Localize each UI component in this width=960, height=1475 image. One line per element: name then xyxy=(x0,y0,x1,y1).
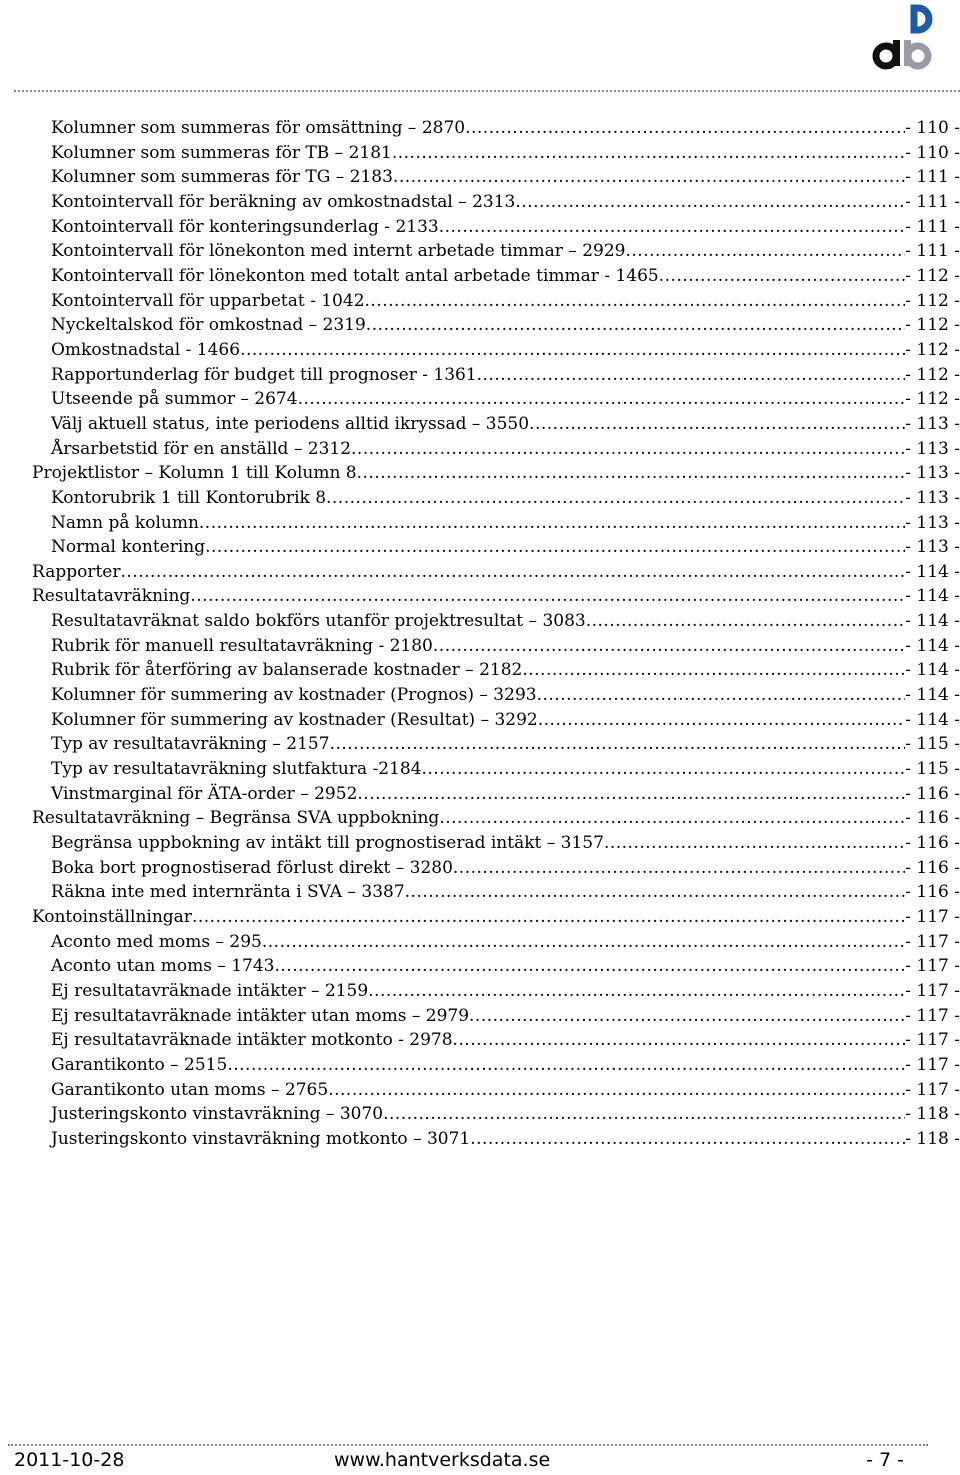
toc-entry-page: - 112 - xyxy=(905,339,960,360)
toc-entry-page: - 116 - xyxy=(905,857,960,878)
toc-leader-dots xyxy=(383,1102,905,1127)
toc-entry[interactable] xyxy=(32,190,960,215)
toc-entry[interactable] xyxy=(32,264,960,289)
footer-page-number: - 7 - xyxy=(866,1449,904,1471)
toc-leader-dots xyxy=(439,215,906,240)
toc-leader-dots xyxy=(190,584,905,609)
toc-entry-page: - 112 - xyxy=(905,389,960,410)
toc-leader-dots xyxy=(477,363,906,388)
toc-entry-page: - 116 - xyxy=(905,783,960,804)
toc-entry-title: Justeringskonto vinstavräkning motkonto – 3071 xyxy=(51,1128,471,1149)
toc-entry-title: Omkostnadstal - 1466 xyxy=(51,339,241,360)
toc-leader-dots xyxy=(120,560,905,585)
toc-entry[interactable] xyxy=(32,1028,960,1053)
toc-entry[interactable] xyxy=(32,289,960,314)
toc-entry-page: - 115 - xyxy=(905,734,960,755)
toc-leader-dots xyxy=(522,658,905,683)
toc-leader-dots xyxy=(515,190,905,215)
toc-leader-dots xyxy=(199,511,905,536)
toc-entry-title: Räkna inte med internränta i SVA – 3387 xyxy=(51,882,405,903)
toc-entry-title: Ej resultatavräknade intäkter motkonto - 2978 xyxy=(51,1030,453,1051)
toc-entry[interactable] xyxy=(32,412,960,437)
toc-entry-page: - 118 - xyxy=(905,1104,960,1125)
toc-leader-dots xyxy=(470,1127,905,1152)
toc-leader-dots xyxy=(275,954,906,979)
toc-entry[interactable] xyxy=(32,535,960,560)
toc-entry[interactable] xyxy=(32,683,960,708)
toc-entry[interactable] xyxy=(32,437,960,462)
toc-entry-title: Rapporter xyxy=(32,561,121,582)
toc-leader-dots xyxy=(529,412,905,437)
toc-entry[interactable] xyxy=(32,461,960,486)
toc-entry[interactable] xyxy=(32,584,960,609)
toc-leader-dots xyxy=(586,609,906,634)
toc-entry-page: - 117 - xyxy=(905,931,960,952)
toc-entry-page: - 114 - xyxy=(905,660,960,681)
toc-entry-title: Kolumner för summering av kostnader (Prognos) – 3293 xyxy=(51,685,537,706)
toc-entry-page: - 118 - xyxy=(905,1128,960,1149)
toc-leader-dots xyxy=(192,905,905,930)
toc-leader-dots xyxy=(262,930,905,955)
toc-entry-title: Rubrik för manuell resultatavräkning - 2180 xyxy=(51,635,433,656)
toc-leader-dots xyxy=(393,165,905,190)
toc-entry[interactable] xyxy=(32,239,960,264)
toc-entry[interactable] xyxy=(32,782,960,807)
toc-entry-page: - 117 - xyxy=(905,1005,960,1026)
toc-leader-dots xyxy=(392,141,905,166)
toc-leader-dots xyxy=(351,437,905,462)
toc-leader-dots xyxy=(422,757,906,782)
toc-entry-title: Ej resultatavräknade intäkter – 2159 xyxy=(51,980,369,1001)
toc-entry-title: Årsarbetstid för en anställd – 2312 xyxy=(51,438,352,459)
toc-entry-page: - 113 - xyxy=(905,487,960,508)
toc-entry[interactable] xyxy=(32,363,960,388)
toc-entry[interactable] xyxy=(32,338,960,363)
toc-entry[interactable] xyxy=(32,658,960,683)
toc-entry-title: Nyckeltalskod för omkostnad – 2319 xyxy=(51,315,366,336)
toc-entry[interactable] xyxy=(32,1127,960,1152)
toc-entry-page: - 113 - xyxy=(905,537,960,558)
toc-entry-page: - 114 - xyxy=(905,611,960,632)
toc-leader-dots xyxy=(604,831,905,856)
toc-entry-page: - 115 - xyxy=(905,759,960,780)
toc-entry-page: - 116 - xyxy=(905,882,960,903)
toc-leader-dots xyxy=(659,264,906,289)
toc-entry-page: - 114 - xyxy=(905,561,960,582)
logo-mark xyxy=(876,8,929,66)
toc-entry-title: Resultatavräknat saldo bokförs utanför projektresultat – 3083 xyxy=(51,611,586,632)
toc-entry-title: Kontointervall för upparbetat - 1042 xyxy=(51,290,365,311)
toc-entry[interactable] xyxy=(32,757,960,782)
toc-leader-dots xyxy=(453,1028,906,1053)
toc-entry-title: Rapportunderlag för budget till prognoser - 1361 xyxy=(51,364,477,385)
toc-entry[interactable] xyxy=(32,1053,960,1078)
footer-date: 2011-10-28 xyxy=(14,1449,125,1471)
company-logo xyxy=(868,4,934,72)
page-footer xyxy=(14,1449,904,1475)
toc-leader-dots xyxy=(365,289,906,314)
toc-leader-dots xyxy=(469,1004,905,1029)
toc-entry-title: Rubrik för återföring av balanserade kostnader – 2182 xyxy=(51,660,523,681)
toc-entry[interactable] xyxy=(32,1102,960,1127)
toc-entry-title: Aconto utan moms – 1743 xyxy=(51,956,275,977)
table-of-contents xyxy=(32,116,960,1152)
toc-entry[interactable] xyxy=(32,511,960,536)
toc-entry-title: Justeringskonto vinstavräkning – 3070 xyxy=(51,1104,384,1125)
toc-entry[interactable] xyxy=(32,313,960,338)
toc-entry-page: - 114 - xyxy=(905,709,960,730)
toc-entry-page: - 117 - xyxy=(905,1079,960,1100)
toc-entry[interactable] xyxy=(32,609,960,634)
toc-leader-dots xyxy=(357,782,905,807)
toc-entry-page: - 117 - xyxy=(905,956,960,977)
toc-entry-page: - 111 - xyxy=(905,241,960,262)
toc-entry-title: Ej resultatavräknade intäkter utan moms – 2979 xyxy=(51,1005,470,1026)
toc-entry-title: Kontorubrik 1 till Kontorubrik 8 xyxy=(51,487,327,508)
toc-entry-title: Välj aktuell status, inte periodens alltid ikryssad – 3550 xyxy=(51,413,530,434)
toc-entry-page: - 112 - xyxy=(905,315,960,336)
toc-entry[interactable] xyxy=(32,732,960,757)
toc-entry[interactable] xyxy=(32,634,960,659)
toc-entry[interactable] xyxy=(32,1004,960,1029)
toc-entry-page: - 113 - xyxy=(905,463,960,484)
toc-entry-title: Garantikonto utan moms – 2765 xyxy=(51,1079,329,1100)
toc-leader-dots xyxy=(538,708,906,733)
toc-leader-dots xyxy=(240,338,905,363)
toc-entry[interactable] xyxy=(32,831,960,856)
toc-leader-dots xyxy=(433,634,905,659)
toc-entry[interactable] xyxy=(32,560,960,585)
toc-leader-dots xyxy=(326,486,905,511)
footer-url: www.hantverksdata.se xyxy=(334,1449,551,1471)
toc-entry-page: - 114 - xyxy=(905,586,960,607)
toc-entry[interactable] xyxy=(32,215,960,240)
toc-leader-dots xyxy=(537,683,906,708)
toc-entry-page: - 117 - xyxy=(905,907,960,927)
toc-entry-title: Kontointervall för konteringsunderlag - 2133 xyxy=(51,216,439,237)
toc-entry-title: Vinstmarginal för ÄTA-order – 2952 xyxy=(51,783,358,804)
toc-entry-title: Normal kontering xyxy=(51,537,206,558)
toc-entry-page: - 110 - xyxy=(905,118,960,138)
toc-entry-title: Garantikonto – 2515 xyxy=(51,1054,228,1075)
toc-entry[interactable] xyxy=(32,930,960,955)
toc-entry[interactable] xyxy=(32,116,960,141)
toc-entry-page: - 113 - xyxy=(905,413,960,434)
toc-entry-title: Utseende på summor – 2674 xyxy=(51,389,298,410)
footer-divider xyxy=(8,1444,928,1446)
toc-entry-page: - 111 - xyxy=(905,167,960,188)
toc-leader-dots xyxy=(328,1078,905,1103)
toc-entry-title: Kontoinställningar xyxy=(32,907,192,927)
toc-entry-title: Kontointervall för lönekonton med totalt antal arbetade timmar - 1465 xyxy=(51,265,659,286)
toc-entry-title: Namn på kolumn xyxy=(51,512,199,533)
toc-leader-dots xyxy=(625,239,905,264)
toc-entry[interactable] xyxy=(32,387,960,412)
toc-entry[interactable] xyxy=(32,708,960,733)
toc-entry-page: - 113 - xyxy=(905,512,960,533)
header-divider xyxy=(14,90,960,92)
toc-entry-page: - 112 - xyxy=(905,364,960,385)
toc-entry[interactable] xyxy=(32,856,960,881)
toc-entry-page: - 117 - xyxy=(905,1054,960,1075)
toc-entry-page: - 110 - xyxy=(905,142,960,163)
toc-entry-page: - 117 - xyxy=(905,980,960,1001)
toc-entry[interactable] xyxy=(32,1078,960,1103)
toc-leader-dots xyxy=(205,535,905,560)
toc-leader-dots xyxy=(465,116,905,141)
toc-entry-title: Kolumner som summeras för TG – 2183 xyxy=(51,167,393,188)
toc-leader-dots xyxy=(439,806,905,831)
toc-entry-page: - 114 - xyxy=(905,685,960,706)
toc-entry-page: - 116 - xyxy=(905,808,960,829)
toc-leader-dots xyxy=(330,732,906,757)
toc-entry-title: Kontointervall för lönekonton med internt arbetade timmar – 2929 xyxy=(51,241,626,262)
toc-entry-page: - 111 - xyxy=(905,191,960,212)
toc-entry-title: Kontointervall för beräkning av omkostnadstal – 2313 xyxy=(51,191,516,212)
toc-entry[interactable] xyxy=(32,806,960,831)
toc-entry-page: - 114 - xyxy=(905,635,960,656)
toc-entry-page: - 112 - xyxy=(905,265,960,286)
toc-entry[interactable] xyxy=(32,979,960,1004)
toc-entry-title: Resultatavräkning – Begränsa SVA uppbokning xyxy=(32,808,440,829)
toc-entry-title: Aconto med moms – 295 xyxy=(51,931,262,952)
toc-entry-page: - 116 - xyxy=(905,833,960,854)
toc-entry-title: Kolumner som summeras för TB – 2181 xyxy=(51,142,392,163)
toc-entry-title: Boka bort prognostiserad förlust direkt – 3280 xyxy=(51,857,453,878)
toc-entry-page: - 112 - xyxy=(905,290,960,311)
toc-entry-title: Typ av resultatavräkning – 2157 xyxy=(51,734,330,755)
toc-entry-title: Typ av resultatavräkning slutfaktura -2184 xyxy=(51,759,422,780)
toc-entry-page: - 111 - xyxy=(905,216,960,237)
toc-entry[interactable] xyxy=(32,141,960,166)
toc-entry[interactable] xyxy=(32,486,960,511)
toc-entry-title: Kolumner för summering av kostnader (Resultat) – 3292 xyxy=(51,709,538,730)
toc-entry[interactable] xyxy=(32,165,960,190)
toc-leader-dots xyxy=(405,880,906,905)
toc-entry-page: - 117 - xyxy=(905,1030,960,1051)
toc-entry-title: Begränsa uppbokning av intäkt till prognostiserad intäkt – 3157 xyxy=(51,833,604,854)
toc-entry-title: Projektlistor – Kolumn 1 till Kolumn 8 xyxy=(32,463,357,484)
toc-entry[interactable] xyxy=(32,880,960,905)
toc-entry-page: - 113 - xyxy=(905,438,960,459)
toc-entry[interactable] xyxy=(32,954,960,979)
toc-entry-title: Kolumner som summeras för omsättning – 2870 xyxy=(51,118,466,138)
toc-entry[interactable] xyxy=(32,905,960,930)
toc-leader-dots xyxy=(366,313,905,338)
toc-leader-dots xyxy=(298,387,906,412)
toc-entry-title: Resultatavräkning xyxy=(32,586,191,607)
toc-leader-dots xyxy=(368,979,905,1004)
toc-leader-dots xyxy=(227,1053,905,1078)
toc-leader-dots xyxy=(453,856,905,881)
toc-leader-dots xyxy=(357,461,906,486)
